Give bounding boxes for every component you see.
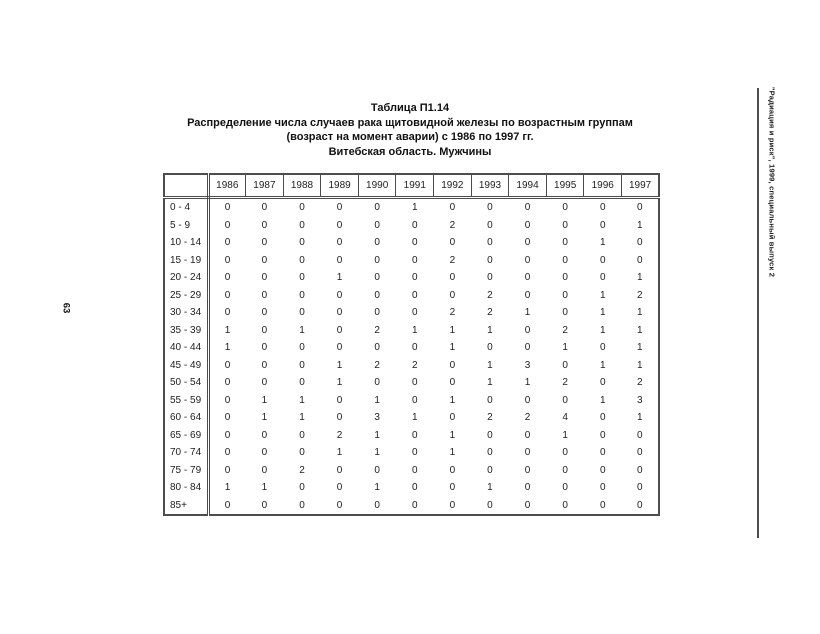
case-count-cell: 3	[374, 412, 380, 424]
case-count-cell: 1	[599, 307, 606, 319]
case-count-cell: 1	[261, 412, 268, 424]
case-count-cell: 0	[487, 202, 493, 214]
case-count-cell: 1	[599, 237, 606, 249]
case-count-cell: 0	[637, 237, 643, 249]
case-count-cell: 0	[336, 499, 343, 511]
age-group-cell: 55 - 59	[164, 392, 208, 410]
case-count-cell: 0	[299, 237, 305, 249]
header-year-cell: 1996	[584, 174, 622, 198]
table-row	[164, 374, 659, 392]
case-count-cell: 0	[224, 307, 231, 319]
table-row	[164, 234, 659, 252]
case-count-cell: 0	[637, 202, 643, 214]
case-count-cell: 0	[224, 254, 231, 266]
case-count-cell: 0	[336, 482, 343, 494]
case-count-cell: 1	[524, 377, 531, 389]
table-title-block	[110, 101, 710, 159]
case-count-cell: 2	[449, 254, 456, 266]
table-title-line-2: (возраст на момент аварии) с 1986 по 1997 гг.	[286, 131, 534, 143]
case-count-cell: 1	[336, 272, 343, 284]
age-group-cell: 50 - 54	[164, 374, 208, 392]
case-count-cell: 2	[637, 377, 643, 389]
age-group-cell: 30 - 34	[164, 304, 208, 322]
case-count-cell: 0	[449, 482, 456, 494]
header-year-cell: 1992	[434, 174, 472, 198]
case-count-cell: 0	[411, 237, 418, 249]
case-count-cell: 0	[261, 289, 268, 301]
case-count-cell: 0	[261, 429, 268, 441]
table-row	[164, 339, 659, 357]
age-group-cell: 60 - 64	[164, 409, 208, 427]
case-count-cell: 0	[449, 289, 456, 301]
case-count-cell: 0	[224, 359, 231, 371]
case-count-cell: 0	[224, 237, 231, 249]
case-count-cell: 1	[637, 359, 643, 371]
case-count-cell: 0	[224, 429, 231, 441]
table-row	[164, 479, 659, 497]
age-group-cell: 5 - 9	[164, 217, 208, 235]
header-year-cell: 1994	[509, 174, 547, 198]
case-count-cell: 0	[599, 219, 606, 231]
case-count-cell: 0	[487, 219, 493, 231]
case-count-cell: 0	[299, 289, 305, 301]
case-count-cell: 0	[449, 412, 456, 424]
case-count-cell: 2	[562, 377, 568, 389]
case-count-cell: 0	[224, 219, 231, 231]
case-count-cell: 2	[374, 324, 380, 336]
case-count-cell: 0	[336, 394, 343, 406]
age-group-cell: 80 - 84	[164, 479, 208, 497]
case-count-cell: 1	[411, 324, 418, 336]
case-count-cell: 0	[374, 307, 380, 319]
case-count-cell: 0	[411, 307, 418, 319]
case-count-cell: 0	[562, 202, 568, 214]
case-count-cell: 1	[449, 429, 456, 441]
case-count-cell: 1	[637, 342, 643, 354]
case-count-cell: 0	[411, 447, 418, 459]
page-number: 63	[60, 302, 72, 314]
case-count-cell: 1	[599, 394, 606, 406]
case-count-cell: 0	[374, 377, 380, 389]
case-count-cell: 0	[374, 342, 380, 354]
case-count-cell: 1	[637, 219, 643, 231]
case-count-cell: 0	[487, 394, 493, 406]
case-count-cell: 2	[336, 429, 343, 441]
case-count-cell: 0	[562, 237, 568, 249]
age-group-cell: 75 - 79	[164, 462, 208, 480]
case-count-cell: 0	[299, 447, 305, 459]
case-count-cell: 3	[637, 394, 643, 406]
table-row	[164, 322, 659, 340]
case-count-cell: 2	[411, 359, 418, 371]
case-count-cell: 1	[637, 412, 643, 424]
case-count-cell: 1	[336, 447, 343, 459]
case-count-cell: 2	[487, 289, 493, 301]
age-group-cell: 25 - 29	[164, 287, 208, 305]
case-count-cell: 1	[562, 342, 568, 354]
case-count-cell: 1	[637, 307, 643, 319]
case-count-cell: 0	[487, 272, 493, 284]
age-group-cell: 65 - 69	[164, 427, 208, 445]
case-count-cell: 0	[599, 272, 606, 284]
case-count-cell: 0	[299, 307, 305, 319]
case-count-cell: 1	[261, 394, 268, 406]
case-count-cell: 0	[449, 359, 456, 371]
cases-by-age-year-table	[163, 173, 660, 516]
case-count-cell: 0	[336, 254, 343, 266]
case-count-cell: 0	[599, 202, 606, 214]
table-row	[164, 462, 659, 480]
case-count-cell: 0	[374, 464, 380, 476]
sidebar-vertical-rule	[757, 88, 759, 538]
case-count-cell: 0	[449, 237, 456, 249]
case-count-cell: 0	[524, 219, 531, 231]
case-count-cell: 0	[261, 359, 268, 371]
case-count-cell: 2	[449, 307, 456, 319]
case-count-cell: 0	[299, 499, 305, 511]
table-row	[164, 287, 659, 305]
case-count-cell: 0	[524, 237, 531, 249]
case-count-cell: 0	[374, 254, 380, 266]
table-row	[164, 357, 659, 375]
case-count-cell: 0	[562, 499, 568, 511]
case-count-cell: 0	[637, 482, 643, 494]
case-count-cell: 0	[224, 377, 231, 389]
case-count-cell: 2	[637, 289, 643, 301]
case-count-cell: 0	[411, 377, 418, 389]
case-count-cell: 0	[524, 429, 531, 441]
table-row	[164, 198, 659, 217]
case-count-cell: 1	[224, 324, 231, 336]
case-count-cell: 2	[449, 219, 456, 231]
case-count-cell: 0	[374, 237, 380, 249]
table-subtitle-region-sex: Витебская область. Мужчины	[328, 145, 492, 158]
case-count-cell: 1	[449, 324, 456, 336]
age-group-cell: 45 - 49	[164, 357, 208, 375]
case-count-cell: 0	[411, 482, 418, 494]
case-count-cell: 1	[411, 412, 418, 424]
case-count-cell: 0	[411, 499, 418, 511]
table-row	[164, 304, 659, 322]
case-count-cell: 0	[524, 289, 531, 301]
case-count-cell: 1	[637, 272, 643, 284]
case-count-cell: 0	[637, 447, 643, 459]
case-count-cell: 0	[524, 254, 531, 266]
case-count-cell: 0	[299, 254, 305, 266]
case-count-cell: 1	[449, 447, 456, 459]
case-count-cell: 1	[487, 482, 493, 494]
case-count-cell: 0	[224, 464, 231, 476]
case-count-cell: 0	[336, 202, 343, 214]
case-count-cell: 0	[637, 254, 643, 266]
case-count-cell: 2	[487, 412, 493, 424]
case-count-cell: 0	[562, 289, 568, 301]
case-count-cell: 1	[449, 394, 456, 406]
age-group-cell: 0 - 4	[164, 198, 208, 217]
table-number-heading: Таблица П1.14	[370, 102, 450, 114]
case-count-cell: 1	[524, 307, 531, 319]
age-group-cell: 10 - 14	[164, 234, 208, 252]
case-count-cell: 1	[449, 342, 456, 354]
case-count-cell: 0	[637, 464, 643, 476]
case-count-cell: 0	[224, 412, 231, 424]
case-count-cell: 0	[524, 394, 531, 406]
case-count-cell: 0	[524, 499, 531, 511]
case-count-cell: 0	[336, 237, 343, 249]
case-count-cell: 0	[599, 342, 606, 354]
case-count-cell: 0	[562, 359, 568, 371]
case-count-cell: 0	[599, 412, 606, 424]
case-count-cell: 0	[524, 482, 531, 494]
case-count-cell: 0	[487, 464, 493, 476]
case-count-cell: 0	[599, 482, 606, 494]
case-count-cell: 0	[449, 202, 456, 214]
case-count-cell: 0	[599, 254, 606, 266]
table-row	[164, 444, 659, 462]
case-count-cell: 1	[374, 482, 380, 494]
case-count-cell: 0	[299, 482, 305, 494]
case-count-cell: 0	[524, 272, 531, 284]
case-count-cell: 1	[336, 359, 343, 371]
age-group-cell: 85+	[164, 497, 208, 516]
table-body	[164, 198, 659, 516]
header-corner-cell	[164, 174, 208, 198]
case-count-cell: 0	[487, 429, 493, 441]
case-count-cell: 0	[411, 254, 418, 266]
case-count-cell: 0	[224, 272, 231, 284]
case-count-cell: 0	[411, 429, 418, 441]
case-count-cell: 0	[224, 394, 231, 406]
header-year-cell: 1989	[321, 174, 359, 198]
case-count-cell: 0	[524, 447, 531, 459]
case-count-cell: 0	[261, 237, 268, 249]
age-group-cell: 15 - 19	[164, 252, 208, 270]
case-count-cell: 0	[299, 377, 305, 389]
case-count-cell: 1	[374, 394, 380, 406]
case-count-cell: 1	[224, 482, 231, 494]
case-count-cell: 0	[599, 499, 606, 511]
case-count-cell: 0	[261, 447, 268, 459]
case-count-cell: 0	[224, 499, 231, 511]
case-count-cell: 0	[261, 219, 268, 231]
case-count-cell: 0	[411, 219, 418, 231]
case-count-cell: 0	[562, 447, 568, 459]
case-count-cell: 0	[299, 272, 305, 284]
case-count-cell: 0	[562, 464, 568, 476]
case-count-cell: 0	[261, 307, 268, 319]
case-count-cell: 0	[261, 377, 268, 389]
case-count-cell: 1	[599, 359, 606, 371]
case-count-cell: 0	[599, 464, 606, 476]
case-count-cell: 0	[336, 219, 343, 231]
case-count-cell: 0	[374, 499, 380, 511]
case-count-cell: 0	[524, 464, 531, 476]
case-count-cell: 0	[524, 324, 531, 336]
case-count-cell: 1	[637, 324, 643, 336]
case-count-cell: 0	[299, 219, 305, 231]
header-year-cell: 1995	[546, 174, 584, 198]
case-count-cell: 2	[374, 359, 380, 371]
case-count-cell: 0	[487, 499, 493, 511]
header-year-cell: 1993	[471, 174, 509, 198]
case-count-cell: 0	[411, 394, 418, 406]
case-count-cell: 0	[224, 289, 231, 301]
case-count-cell: 0	[299, 342, 305, 354]
case-count-cell: 2	[524, 412, 531, 424]
case-count-cell: 0	[411, 464, 418, 476]
case-count-cell: 0	[261, 342, 268, 354]
table-row	[164, 497, 659, 516]
case-count-cell: 1	[224, 342, 231, 354]
case-count-cell: 0	[524, 342, 531, 354]
case-count-cell: 0	[224, 447, 231, 459]
case-count-cell: 0	[637, 429, 643, 441]
case-count-cell: 1	[374, 429, 380, 441]
case-count-cell: 0	[336, 412, 343, 424]
case-count-cell: 4	[562, 412, 568, 424]
case-count-cell: 1	[299, 324, 305, 336]
case-count-cell: 0	[411, 289, 418, 301]
case-count-cell: 0	[562, 482, 568, 494]
case-count-cell: 0	[562, 394, 568, 406]
case-count-cell: 0	[599, 429, 606, 441]
header-year-cell: 1988	[283, 174, 321, 198]
table-row	[164, 269, 659, 287]
case-count-cell: 0	[487, 254, 493, 266]
header-year-cell: 1991	[396, 174, 434, 198]
case-count-cell: 0	[562, 254, 568, 266]
table-row	[164, 392, 659, 410]
case-count-cell: 1	[336, 377, 343, 389]
case-count-cell: 1	[599, 324, 606, 336]
case-count-cell: 0	[261, 464, 268, 476]
age-group-cell: 70 - 74	[164, 444, 208, 462]
case-count-cell: 0	[562, 307, 568, 319]
case-count-cell: 2	[562, 324, 568, 336]
case-count-cell: 0	[524, 202, 531, 214]
case-count-cell: 0	[336, 464, 343, 476]
case-count-cell: 0	[449, 499, 456, 511]
age-group-cell: 20 - 24	[164, 269, 208, 287]
table-row	[164, 427, 659, 445]
case-count-cell: 0	[449, 464, 456, 476]
case-count-cell: 1	[487, 359, 493, 371]
table-title-line-1: Распределение числа случаев рака щитовидной железы по возрастным группам	[187, 116, 633, 129]
case-count-cell: 0	[374, 289, 380, 301]
case-count-cell: 0	[299, 359, 305, 371]
table-row	[164, 252, 659, 270]
journal-citation: "Радиация и риск", 1999, специальный выпуск 2	[767, 86, 777, 278]
age-group-cell: 40 - 44	[164, 339, 208, 357]
case-count-cell: 0	[562, 272, 568, 284]
table-row	[164, 217, 659, 235]
case-count-cell: 0	[374, 272, 380, 284]
case-count-cell: 0	[599, 377, 606, 389]
age-group-cell: 35 - 39	[164, 322, 208, 340]
case-count-cell: 0	[336, 342, 343, 354]
case-count-cell: 0	[487, 342, 493, 354]
case-count-cell: 0	[224, 202, 231, 214]
case-count-cell: 1	[487, 324, 493, 336]
case-count-cell: 1	[299, 394, 305, 406]
case-count-cell: 0	[449, 272, 456, 284]
case-count-cell: 0	[299, 429, 305, 441]
table-row	[164, 409, 659, 427]
case-count-cell: 0	[562, 219, 568, 231]
case-count-cell: 0	[411, 342, 418, 354]
case-count-cell: 0	[487, 237, 493, 249]
header-year-cell: 1986	[208, 174, 246, 198]
case-count-cell: 0	[637, 499, 643, 511]
case-count-cell: 1	[487, 377, 493, 389]
header-year-cell: 1987	[246, 174, 284, 198]
case-count-cell: 0	[299, 202, 305, 214]
case-count-cell: 0	[374, 202, 380, 214]
case-count-cell: 0	[261, 202, 268, 214]
case-count-cell: 1	[562, 429, 568, 441]
case-count-cell: 0	[599, 447, 606, 459]
case-count-cell: 0	[449, 377, 456, 389]
case-count-cell: 0	[336, 307, 343, 319]
case-count-cell: 1	[261, 482, 268, 494]
case-count-cell: 0	[374, 219, 380, 231]
case-count-cell: 0	[261, 254, 268, 266]
case-count-cell: 2	[299, 464, 305, 476]
case-count-cell: 0	[487, 447, 493, 459]
case-count-cell: 0	[411, 272, 418, 284]
case-count-cell: 0	[261, 272, 268, 284]
case-count-cell: 0	[261, 499, 268, 511]
case-count-cell: 1	[411, 202, 418, 214]
case-count-cell: 3	[524, 359, 531, 371]
table-header-row	[164, 174, 659, 198]
case-count-cell: 0	[336, 289, 343, 301]
case-count-cell: 0	[336, 324, 343, 336]
header-year-cell: 1997	[622, 174, 660, 198]
case-count-cell: 2	[487, 307, 493, 319]
case-count-cell: 1	[299, 412, 305, 424]
header-year-cell: 1990	[358, 174, 396, 198]
case-count-cell: 0	[261, 324, 268, 336]
case-count-cell: 1	[374, 447, 380, 459]
table-header	[164, 174, 659, 198]
case-count-cell: 1	[599, 289, 606, 301]
